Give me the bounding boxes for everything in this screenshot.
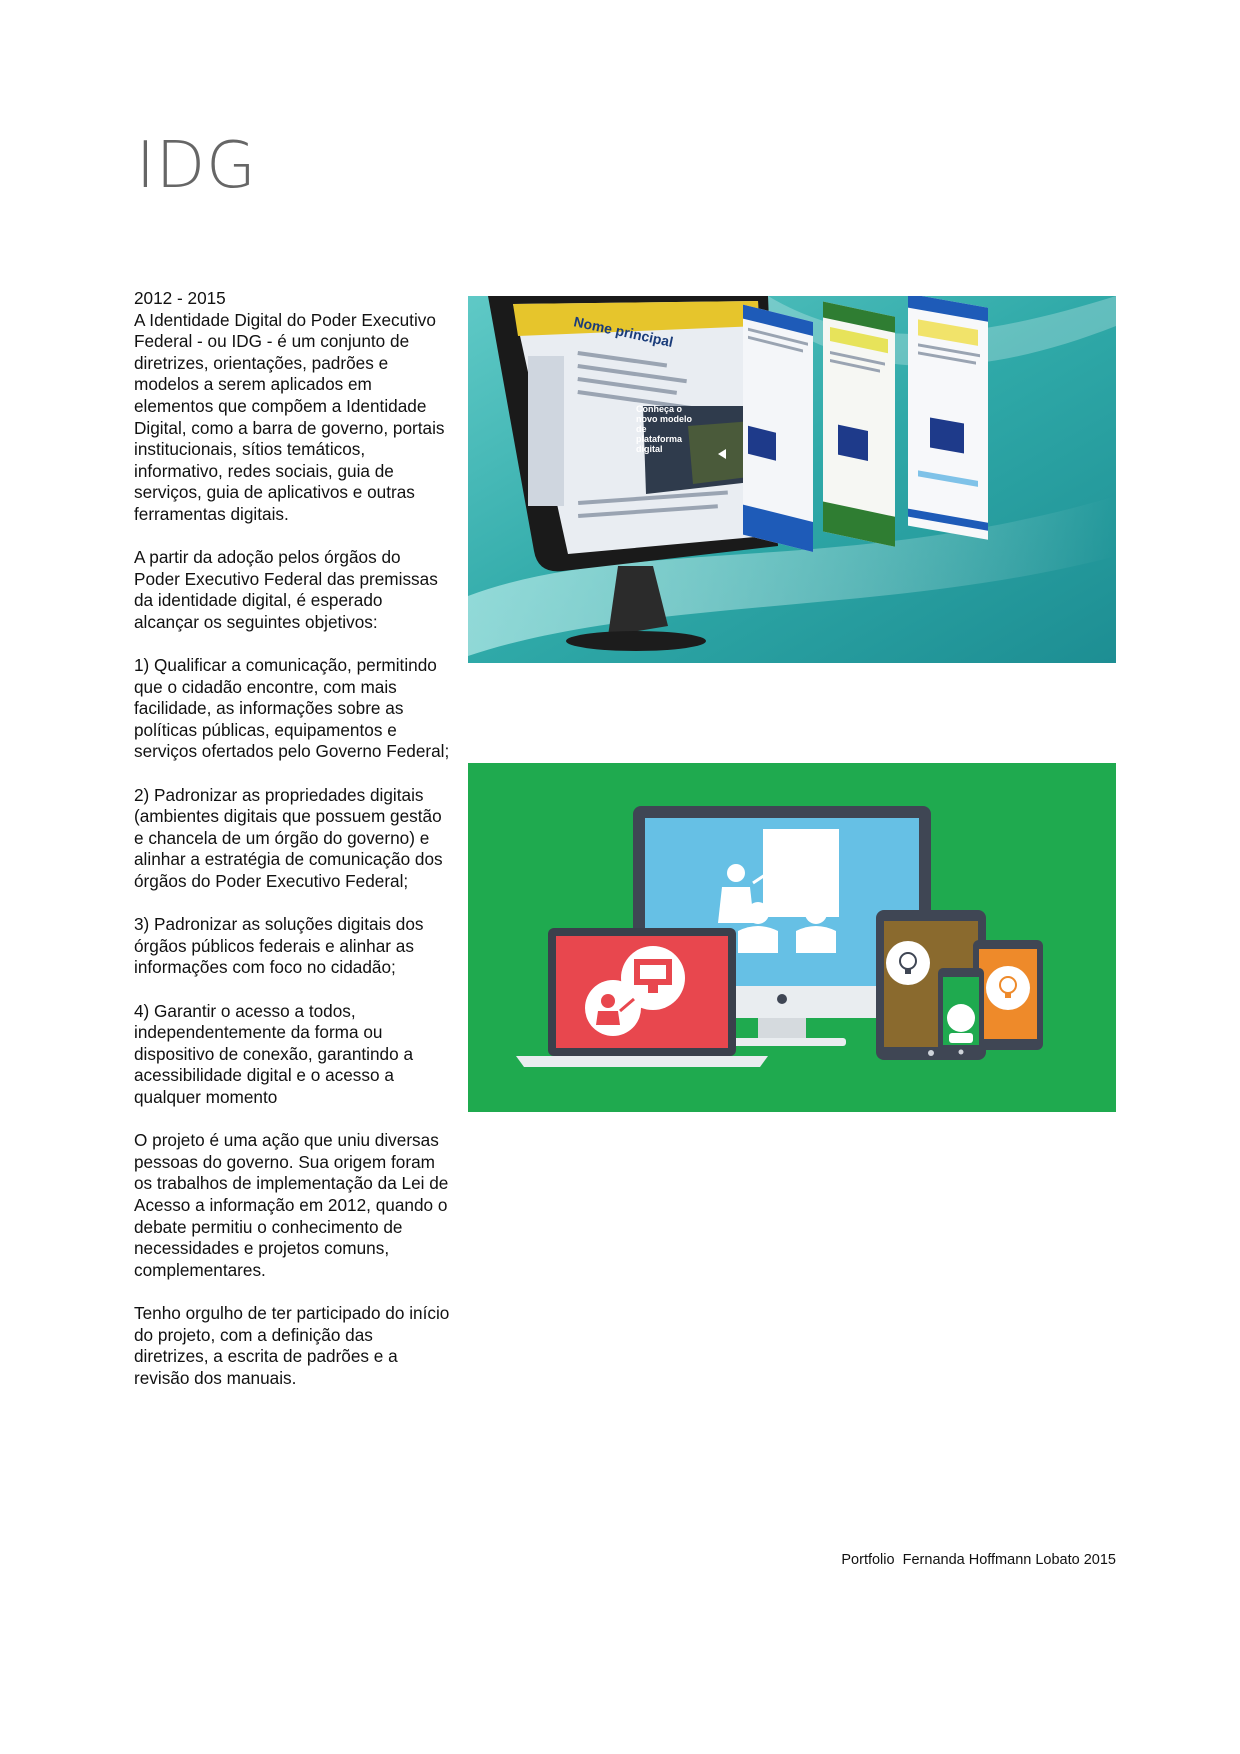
page-title: IDG — [136, 129, 257, 203]
paragraph-objective-3: 3) Padronizar as soluções digitais dos órgãos públicos federais e alinhar as informações com foco no cidadão; — [134, 914, 424, 978]
screen-heading: Nome principal — [572, 313, 675, 350]
paragraph-closing: Tenho orgulho de ter participado do início do projeto, com a definição das diretrizes, a escrita de padrões e a revisão dos manuais. — [134, 1302, 450, 1388]
devices-illustration-image — [468, 763, 1116, 1112]
paragraph-objectives-intro: A partir da adoção pelos órgãos do Poder Executivo Federal das premissas da identidade digital, é esperado alcançar os seguintes objetivos: — [134, 547, 438, 632]
footer-credit: Portfolio Fernanda Hoffmann Lobato 2015 — [841, 1552, 1116, 1568]
body-text — [134, 288, 450, 1411]
screen-feature-text-box — [636, 404, 692, 464]
paragraph-objective-2: 2) Padronizar as propriedades digitais (ambientes digitais que possuem gestão e chancela de um órgão do governo) e alinhar a estratégia de comunicação dos órgãos do Poder Executivo Federal; — [134, 784, 443, 892]
project-years: 2012 - 2015 — [134, 288, 226, 308]
screen-feature-text: Conheça o novo modelo de plataforma digital — [636, 404, 692, 454]
paragraph-project-origin: O projeto é uma ação que uniu diversas pessoas do governo. Sua origem foram os trabalhos de implementação da Lei de Acesso a informação em 2012, quando o debate permitiu o conhecimento de necessidades e projetos comuns, complementares. — [134, 1130, 449, 1280]
paragraph-intro: A Identidade Digital do Poder Executivo Federal - ou IDG - é um conjunto de diretrizes, orientações, padrões e modelos a serem aplicados em elementos que compõem a Identidade Digital, como a barra de governo, portais institucionais, sítios temáticos, informativo, redes sociais, guia de serviços, guia de aplicativos e outras ferramentas digitais. — [134, 309, 445, 524]
paragraph-objective-1: 1) Qualificar a comunicação, permitindo que o cidadão encontre, com mais facilidade, as informações sobre as políticas públicas, equipamentos e serviços ofertados pelo Governo Federal; — [134, 655, 450, 762]
monitor-websites-image — [468, 296, 1116, 663]
paragraph-objective-4: 4) Garantir o acesso a todos, independentemente da forma ou dispositivo de conexão, garantindo a acessibilidade digital e o acesso a qualquer momento — [134, 1000, 414, 1107]
